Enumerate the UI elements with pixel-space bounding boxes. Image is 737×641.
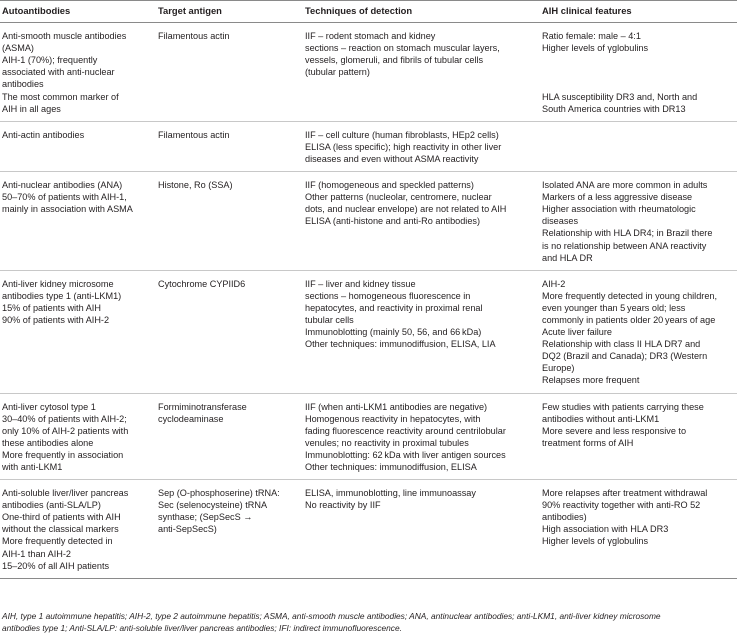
footnote-line: antibodies type 1; Anti-SLA/LP: anti-soluble liver/liver pancreas antibodies; IFI: indirect immunofluorescence.: [2, 622, 402, 633]
cell-line: Anti-soluble liver/liver pancreas: [2, 488, 129, 499]
cell-line: even younger than 5 years old; less: [542, 302, 686, 313]
cell-autoantibodies: [0, 172, 156, 271]
cell-line: No reactivity by IIF: [305, 500, 381, 511]
cell-line: IIF – liver and kidney tissue: [305, 278, 416, 289]
cell-line: vessels, glomeruli, and fibrils of tubular cells: [305, 55, 484, 66]
cell-line: anti-SepSecS): [158, 524, 217, 535]
cell-line: Histone, Ro (SSA): [158, 180, 233, 191]
cell-line: (ASMA): [2, 43, 34, 54]
cell-line: Relapses more frequent: [542, 375, 640, 386]
cell-line: with anti-LKM1: [2, 462, 63, 472]
cell-line: Higher association with rheumatologic: [542, 204, 696, 215]
cell-target-antigen: [156, 23, 303, 122]
line-spacer: [542, 78, 735, 90]
cell-line: 90% reactivity together with anti-RO 52: [542, 500, 701, 511]
cell-line: Filamentous actin: [158, 129, 230, 140]
cell-line: Few studies with patients carrying these: [542, 401, 704, 412]
cell-line: IIF – cell culture (human fibroblasts, HEp2 cells): [305, 129, 499, 140]
cell-line: 15–20% of all AIH patients: [2, 560, 110, 571]
cell-autoantibodies: [0, 270, 156, 393]
table-row: [0, 393, 737, 480]
cell-line: Markers of a less aggressive disease: [542, 192, 693, 203]
cell-line: AIH in all ages: [2, 103, 61, 114]
cell-line: Other patterns (nucleolar, centromere, nuclear: [305, 192, 492, 203]
cell-line: associated with anti-nuclear: [2, 67, 115, 78]
cell-line: diseases: [542, 216, 579, 227]
cell-line: mainly in association with ASMA: [2, 204, 133, 215]
table-footnote: [2, 611, 735, 634]
cell-line: antibodies): [542, 512, 587, 523]
cell-line: hepatocytes, and reactivity in proximal renal: [305, 302, 483, 313]
cell-line: ELISA (less specific); high reactivity in other liver: [305, 141, 502, 152]
table-header-row: [0, 1, 737, 23]
header-target-antigen: Target antigen: [156, 1, 303, 23]
cell-line: South America countries with DR13: [542, 103, 686, 114]
cell-line: fading fluorescence reactivity around centrilobular: [305, 425, 506, 436]
cell-line: Higher levels of γglobulins: [542, 536, 649, 547]
cell-line: tubular cells: [305, 314, 354, 325]
cell-techniques: [303, 121, 540, 171]
cell-line: IIF (when anti-LKM1 antibodies are negative): [305, 401, 488, 412]
table-row: [0, 480, 737, 579]
cell-line: Homogenous reactivity in hepatocytes, with: [305, 413, 481, 424]
cell-target-antigen: [156, 480, 303, 579]
table-row: [0, 172, 737, 271]
cell-line: AIH-1 than AIH-2: [2, 548, 71, 559]
cell-line: synthase; (SepSecS →: [158, 512, 253, 523]
cell-line: 50–70% of patients with AIH-1,: [2, 192, 127, 203]
cell-line: antibodies (anti-SLA/LP): [2, 500, 101, 511]
cell-line: Isolated ANA are more common in adults: [542, 180, 708, 191]
cell-line: One-third of patients with AIH: [2, 512, 121, 523]
cell-line: More frequently in association: [2, 449, 124, 460]
cell-line: these antibodies alone: [2, 437, 94, 448]
cell-line: The most common marker of: [2, 91, 119, 102]
cell-line: venules; no reactivity in proximal tubules: [305, 437, 469, 448]
cell-autoantibodies: [0, 393, 156, 480]
cell-clinical-features: [540, 23, 737, 122]
cell-clinical-features: [540, 121, 737, 171]
cell-line: diseases and even without ASMA reactivity: [305, 153, 479, 164]
cell-line: AIH-2: [542, 278, 566, 289]
cell-line: antibodies: [2, 79, 44, 90]
cell-line: Ratio female: male – 4:1: [542, 31, 641, 42]
cell-target-antigen: [156, 172, 303, 271]
cell-line: Immunoblotting: 62 kDa with liver antigen sources: [305, 449, 506, 460]
cell-line: More relapses after treatment withdrawal: [542, 488, 708, 499]
cell-target-antigen: [156, 393, 303, 480]
cell-line: Higher levels of γglobulins: [542, 43, 649, 54]
cell-techniques: [303, 23, 540, 122]
cell-line: Anti-liver kidney microsome: [2, 278, 114, 289]
line-spacer: [542, 54, 735, 66]
cell-line: Anti-smooth muscle antibodies: [2, 31, 127, 42]
cell-line: Other techniques: immunodiffusion, ELISA: [305, 462, 477, 472]
cell-autoantibodies: [0, 480, 156, 579]
cell-line: Other techniques: immunodiffusion, ELISA, LIA: [305, 339, 496, 350]
cell-clinical-features: [540, 270, 737, 393]
table-row: [0, 270, 737, 393]
cell-techniques: [303, 480, 540, 579]
cell-techniques: [303, 393, 540, 480]
cell-line: treatment forms of AIH: [542, 437, 634, 448]
cell-line: dots, and nuclear envelope) are not related to AIH: [305, 204, 507, 215]
cell-line: AIH-1 (70%); frequently: [2, 55, 98, 66]
table-body: [0, 23, 737, 579]
cell-line: High association with HLA DR3: [542, 524, 669, 535]
cell-line: Filamentous actin: [158, 31, 230, 42]
cell-line: Anti-nuclear antibodies (ANA): [2, 180, 123, 191]
table-row: [0, 23, 737, 122]
cell-line: Europe): [542, 363, 575, 374]
line-spacer: [542, 66, 735, 78]
cell-line: Sec (selenocysteine) tRNA: [158, 500, 268, 511]
cell-target-antigen: [156, 121, 303, 171]
cell-line: Acute liver failure: [542, 327, 612, 338]
cell-line: ELISA, immunoblotting, line immunoassay: [305, 488, 476, 499]
cell-line: HLA susceptibility DR3 and, North and: [542, 91, 698, 102]
cell-line: ELISA (anti-histone and anti-Ro antibodies): [305, 216, 481, 227]
cell-line: antibodies type 1 (anti-LKM1): [2, 290, 122, 301]
cell-line: Relationship with HLA DR4; in Brazil there: [542, 228, 713, 239]
cell-line: sections – reaction on stomach muscular layers,: [305, 43, 500, 54]
header-techniques: Techniques of detection: [303, 1, 540, 23]
cell-line: is no relationship between ANA reactivity: [542, 240, 707, 251]
cell-line: Formiminotransferase: [158, 401, 247, 412]
cell-techniques: [303, 172, 540, 271]
cell-line: 15% of patients with AIH: [2, 302, 101, 313]
cell-line: and HLA DR: [542, 252, 593, 263]
cell-autoantibodies: [0, 23, 156, 122]
header-autoantibodies: Autoantibodies: [0, 1, 156, 23]
cell-line: (tubular pattern): [305, 67, 370, 78]
cell-line: Cytochrome CYPIID6: [158, 278, 246, 289]
cell-line: sections – homogeneous fluorescence in: [305, 290, 471, 301]
cell-line: IIF – rodent stomach and kidney: [305, 31, 436, 42]
cell-line: without the classical markers: [2, 524, 119, 535]
cell-line: Immunoblotting (mainly 50, 56, and 66 kDa): [305, 327, 482, 338]
cell-line: antibodies without anti-LKM1: [542, 413, 660, 424]
cell-clinical-features: [540, 480, 737, 579]
cell-line: cyclodeaminase: [158, 413, 224, 424]
header-clinical-features: AIH clinical features: [540, 1, 737, 23]
cell-clinical-features: [540, 172, 737, 271]
cell-line: commonly in patients older 20 years of age: [542, 314, 716, 325]
cell-autoantibodies: [0, 121, 156, 171]
cell-line: 30–40% of patients with AIH-2;: [2, 413, 127, 424]
footnote-line: AIH, type 1 autoimmune hepatitis; AIH-2, type 2 autoimmune hepatitis; ASMA, anti-smooth muscle antibodies; ANA, antinuclear antibodies; anti-LKM1, anti-liver kidney microsome: [2, 611, 661, 621]
cell-line: More severe and less responsive to: [542, 425, 687, 436]
cell-techniques: [303, 270, 540, 393]
cell-line: Relationship with class II HLA DR7 and: [542, 339, 701, 350]
cell-line: Anti-actin antibodies: [2, 129, 85, 140]
cell-line: More frequently detected in young children,: [542, 290, 718, 301]
cell-line: only 10% of AIH-2 patients with: [2, 425, 129, 436]
cell-clinical-features: [540, 393, 737, 480]
table-row: [0, 121, 737, 171]
cell-line: 90% of patients with AIH-2: [2, 314, 110, 325]
cell-line: DQ2 (Brazil and Canada); DR3 (Western: [542, 351, 708, 362]
cell-target-antigen: [156, 270, 303, 393]
cell-line: Anti-liver cytosol type 1: [2, 401, 96, 412]
cell-line: Sep (O-phosphoserine) tRNA:: [158, 488, 280, 499]
cell-line: More frequently detected in: [2, 536, 113, 547]
cell-line: IIF (homogeneous and speckled patterns): [305, 180, 474, 191]
